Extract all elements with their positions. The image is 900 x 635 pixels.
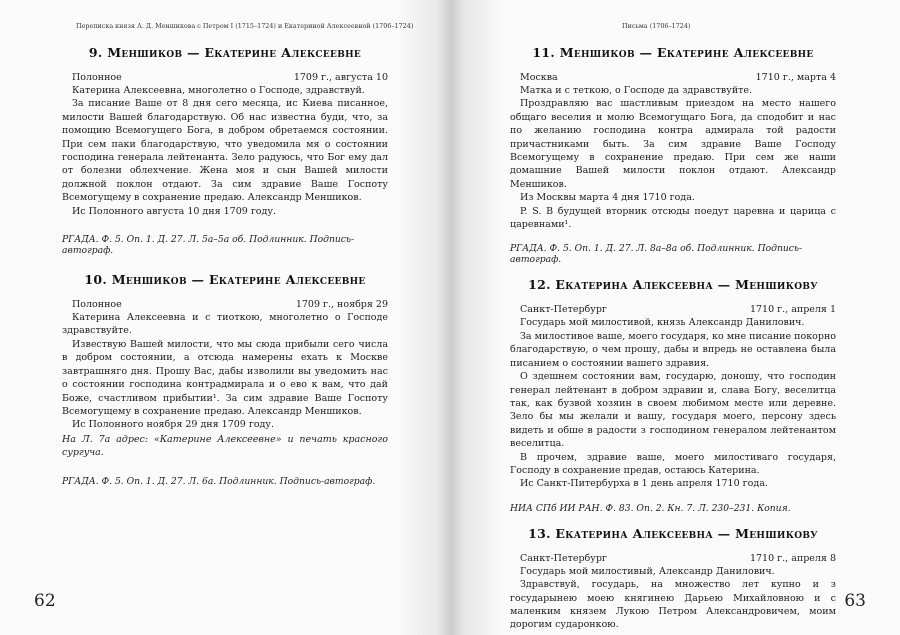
letter-paragraph: О здешнем состоянии вам, государю, доношу, что господин генерал лейтенант в добром здравии и, слава Богу, веселитца так, как бузвой хозяин в своем любимом месте или деревне. Зело бы мы желали и вашу, государя моего, персону здесь видеть и обше в радости з господином генералом лейтенантом веселитца. [510,371,836,450]
place-date-line [510,72,836,83]
letter-date: 1709 г., августа 10 [293,72,388,83]
letter-paragraph: Здравствуй, государь, на множество лет купно и з государынею моею княгинею Дарьею Михайловною и с маленким князем Лукою Петром Александровичем, моим дорогим сударонкою. [510,579,836,631]
letter-paragraph: За милостивое ваше, моего государя, ко мне писание покорно благодарствую, о чем прошу, дабы и впредь не оставлена была писанием о состоянии вашего здравия. [510,330,836,369]
archive-reference: НИА СПб ИИ РАН. Ф. 83. Оп. 2. Кн. 7. Л. 230–231. Копия. [510,502,791,514]
letter-date: 1709 г., ноября 29 [295,299,388,311]
place-date-line [510,553,836,564]
letter-paragraph: Ис Полонного ноября 29 дня 1709 году. [72,419,274,431]
letter-paragraph: Ис Санкт-Питербурха в 1 день апреля 1710 года. [520,478,768,490]
letter-place: Москва [520,72,558,83]
letter-paragraph: Извествую Вашей милости, что мы сюда прибыли сего числа в добром состоянии, а отсюда намерены ехать к Москве завтрашняго дня. Прошу Вас, дабы изволили вы уведомить нас о состоянии господина контрадмирала и о ево к вам, что дай Боже, счастливом прибытии¹. За сим здравие Ваше Госпоту Всемогущему в сохранение предаю. Александр Меншиков. [62,338,388,417]
place-date-line [62,72,388,83]
letter-paragraph: Катерина Алексеевна и с тиоткою, многолетно о Господе здравствуйте. [62,312,388,337]
page-number: 63 [844,591,866,611]
letter-date: 1710 г., апреля 1 [749,304,836,316]
right-page [450,0,900,635]
letter-place: Полонное [72,72,122,83]
running-head: Переписка князя А. Д. Меншикова с Петром I (1715–1724) и Екатериной Алексеевной (1706–1724) [76,22,414,30]
page-content [510,45,836,632]
letter-heading: 13. Екатерина Алексеевна — Меншикову [528,525,818,541]
place-date-line [510,304,836,315]
letter-paragraph: За писание Ваше от 8 дня сего месяца, ис Киева писанное, милости Вашей благодарствую. Об нас известна буди, что, за помощию Всемогущего Бога, в добром обретаемся состоянии. При сем паки благодарствую, что уведомила мя о состоянии господина генерала лейтенанта. Зело радуюсь, что Бог ему дал от болезни облехчение. Жена моя и сын Вашей милости должной поклон отдают. За сим здравие Ваше Госпоту Всемогущему в сохранение предаю. Александр Меншиков. [62,98,388,204]
letter-note: На Л. 7а адрес: «Катерине Алексеевне» и печать красного сургуча. [62,433,388,459]
archive-reference: РГАДА. Ф. 5. Оп. 1. Д. 27. Л. 6а. Подлинник. Подпись-автограф. [62,475,376,487]
archive-reference: РГАДА. Ф. 5. Оп. 1. Д. 27. Л. 8а–8а об. Подлинник. Подпись-автограф. [510,243,803,266]
letter-paragraph: Ис Полонного августа 10 дня 1709 году. [72,205,276,217]
letter-heading: 9. Меншиков — Екатерине Алексеевне [88,45,362,60]
letter-paragraph: Из Москвы марта 4 дня 1710 года. [520,192,695,204]
letter-place: Санкт-Петербург [520,552,607,564]
letter-paragraph: Проздравляю вас шастливым приездом на место нашего общаго веселия и молю Всемогущаго Бога, да сподобит и нас по желанию господина контра адмирала той радости причастниками быть. За сим здравие Ваше Господу Всемогущему в сохранение предаю. При сем же наши домашние Вашей милости поклон отдают. Александр Меншиков. [510,98,836,190]
letter-date: 1710 г., марта 4 [755,72,836,83]
letter-heading: 12. Екатерина Алексеевна — Меншикову [528,277,818,293]
letter-place: Санкт-Петербург [520,304,607,316]
place-date-line [62,299,388,310]
letter-paragraph: Катерина Алексеевна, многолетно о Господе, здравствуй. [72,85,365,96]
page-number: 62 [34,591,56,611]
letter-paragraph: Государь мой милостивый, Александр Данилович. [520,565,775,577]
letter-date: 1710 г., апреля 8 [749,552,836,564]
letter-paragraph: В прочем, здравие ваше, моего милостиваго государя, Господу в сохранение предав, остаюсь Катерина. [510,451,836,476]
letter-heading: 11. Меншиков — Екатерине Алексеевне [532,45,814,60]
running-head: Письма (1706–1724) [622,22,691,30]
letter-heading: 10. Меншиков — Екатерине Алексеевне [84,272,366,288]
page-content [62,45,388,499]
letter-place: Полонное [72,299,122,311]
letter-paragraph: Матка и с теткою, о Господе да здравствуйте. [520,85,753,96]
letter-paragraph: Государь мой милостивой, князь Александр Данилович. [520,317,805,329]
letter-paragraph: P. S. В будущей вторник отсюды поедут царевна и царица с царевнами¹. [510,205,836,231]
archive-reference: РГАДА. Ф. 5. Оп. 1. Д. 27. Л. 5а–5а об. Подлинник. Подпись-автограф. [62,234,355,257]
